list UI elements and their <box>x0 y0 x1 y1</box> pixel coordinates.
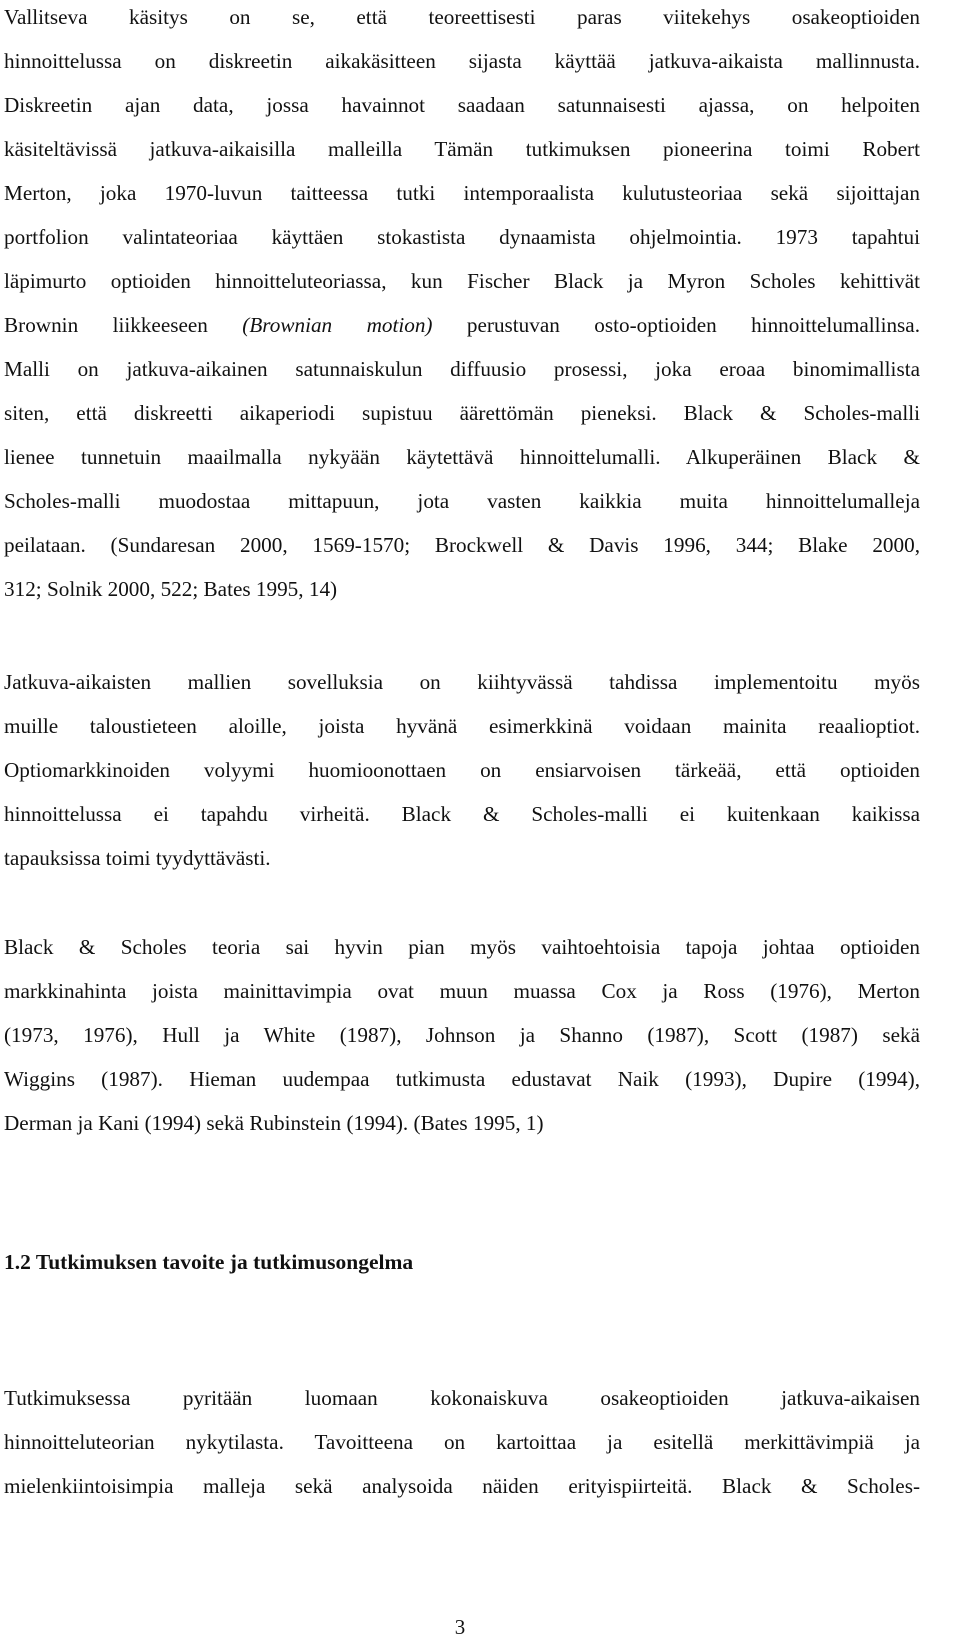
text-line: Tutkimuksessa pyritään luomaan kokonaiskuva osakeoptioiden jatkuva-aikaisen <box>4 1386 920 1410</box>
text-line: läpimurto optioiden hinnoitteluteoriassa, kun Fischer Black ja Myron Scholes kehittivät <box>4 269 920 293</box>
text-line: markkinahinta joista mainittavimpia ovat muun muassa Cox ja Ross (1976), Merton <box>4 979 920 1003</box>
text-line: hinnoittelussa on diskreetin aikakäsitteen sijasta käyttää jatkuva-aikaista mallinnusta. <box>4 49 920 73</box>
text-line: mielenkiintoisimpia malleja sekä analysoida näiden erityispiirteitä. Black & Scholes- <box>4 1474 920 1498</box>
text-line: Wiggins (1987). Hieman uudempaa tutkimusta edustavat Naik (1993), Dupire (1994), <box>4 1067 920 1091</box>
paragraph-alternative-models <box>4 925 920 1145</box>
text-line: hinnoitteluteorian nykytilasta. Tavoitteena on kartoittaa ja esitellä merkittävimpiä ja <box>4 1430 920 1454</box>
italic-term-brownian-motion: (Brownian motion) <box>242 313 433 337</box>
text-line: Vallitseva käsitys on se, että teoreettisesti paras viitekehys osakeoptioiden <box>4 5 920 29</box>
text-segment: perustuvan osto-optioiden hinnoittelumallinsa. <box>432 313 920 337</box>
page-number: 3 <box>454 1615 466 1639</box>
text-line: portfolion valintateoriaa käyttäen stokastista dynaamista ohjelmointia. 1973 tapahtui <box>4 225 920 249</box>
paragraph-research-goal <box>4 1376 920 1508</box>
paragraph-black-scholes-intro <box>4 0 920 611</box>
text-line: lienee tunnetuin maailmalla nykyään käytettävä hinnoittelumalli. Alkuperäinen Black & <box>4 445 920 469</box>
section-heading: 1.2 Tutkimuksen tavoite ja tutkimusongelma <box>4 1250 414 1274</box>
text-line: Jatkuva-aikaisten mallien sovelluksia on kiihtyvässä tahdissa implementoitu myös <box>4 670 920 694</box>
text-line: peilataan. (Sundaresan 2000, 1569-1570; Brockwell & Davis 1996, 344; Blake 2000, <box>4 533 920 557</box>
text-segment: Brownin liikkeeseen <box>4 313 243 337</box>
text-line: Diskreetin ajan data, jossa havainnot saadaan satunnaisesti ajassa, on helpoiten <box>4 93 920 117</box>
text-line: käsiteltävissä jatkuva-aikaisilla malleilla Tämän tutkimuksen pioneerina toimi Robert <box>4 137 920 161</box>
text-line: Scholes-malli muodostaa mittapuun, jota vasten kaikkia muita hinnoittelumalleja <box>4 489 920 513</box>
text-line: siten, että diskreetti aikaperiodi supistuu äärettömän pieneksi. Black & Scholes-malli <box>4 401 920 425</box>
text-line: Malli on jatkuva-aikainen satunnaiskulun diffuusio prosessi, joka eroaa binomimallista <box>4 357 920 381</box>
text-line: 312; Solnik 2000, 522; Bates 1995, 14) <box>4 577 338 601</box>
text-line: (1973, 1976), Hull ja White (1987), Johnson ja Shanno (1987), Scott (1987) sekä <box>4 1023 920 1047</box>
text-line: Black & Scholes teoria sai hyvin pian myös vaihtoehtoisia tapoja johtaa optioiden <box>4 935 920 959</box>
text-line: tapauksissa toimi tyydyttävästi. <box>4 846 271 870</box>
text-line: Merton, joka 1970-luvun taitteessa tutki intemporaalista kulutusteoriaa sekä sijoittajan <box>4 181 920 205</box>
text-line: Optiomarkkinoiden volyymi huomioonottaen on ensiarvoisen tärkeää, että optioiden <box>4 758 920 782</box>
text-line: muille taloustieteen aloille, joista hyvänä esimerkkinä voidaan mainita reaalioptiot. <box>4 714 920 738</box>
text-line: Derman ja Kani (1994) sekä Rubinstein (1994). (Bates 1995, 1) <box>4 1111 544 1135</box>
paragraph-applications <box>4 660 920 880</box>
text-line: hinnoittelussa ei tapahdu virheitä. Black & Scholes-malli ei kuitenkaan kaikissa <box>4 802 920 826</box>
text-line-with-italic <box>4 303 920 347</box>
